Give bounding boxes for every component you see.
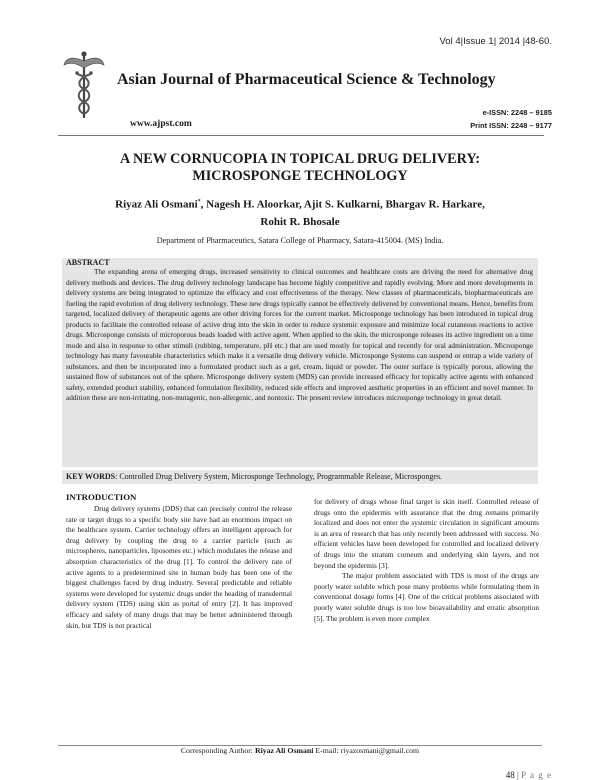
page-num: 48 bbox=[505, 770, 515, 780]
corresponding-name: Riyaz Ali Osmani bbox=[254, 746, 314, 755]
page-number bbox=[506, 770, 552, 780]
abstract-text: The expanding arena of emerging drugs, increased sensitivity to clinical outcomes and healthcare costs are driving the need for alternative drug delivery methods and devices. The drug delivery technology landscape has become highly competitive and rapidly evolving. More and more developments in delivery systems are being integrated to optimize the efficacy and cost effectiveness of the therapy. New classes of pharmaceuticals, biopharmaceuticals are fueling the rapid evolution of drug delivery technology. These new drugs typically cannot be effectively delivered by conventional means. Hence, benefits from targeted, localized delivery of therapeutic agents are other driving forces for the current market. Microsponge technology has been introduced in topical drug products to facilitate the controlled release of active drug into the skin in order to reduce systemic exposure and minimize local cutaneous reactions to active drugs. Microsponge consists of microporous beads loaded with active agent. When applied to the skin, the microsponge releases its active ingredient on a time mode and also in response to other stimuli (rubbing, temperature, pH etc.) that are used mostly for topical and recently for oral administration. Microsponge technology has many favourable characteristics which make it a versatile drug delivery vehicle. Microsponge Systems can suspend or entrap a wide variety of substances, and then be incorporated into a formulated product such as a gel, cream, liquid or powder. The outer surface is typically porous, allowing the sustained flow of substances out of the sphere. Microsponge delivery system (MDS) can provide increased efficacy for topically active agents with enhanced safety, extended product stability, enhanced formulation flexibility, reduced side effects and improved aesthetic properties in an efficient and novel manner. In addition these are non-irritating, non-mutagenic, non-allergenic, and nontoxic. The present review introduces microsponge technology in great detail. bbox=[66, 267, 533, 402]
header-divider bbox=[58, 135, 544, 136]
keywords bbox=[66, 472, 536, 481]
title-line-1: A NEW CORNUCOPIA IN TOPICAL DRUG DELIVERY: bbox=[119, 151, 481, 167]
corresponding-email: E-mail: riyazosmani@gmail.com bbox=[313, 746, 420, 755]
introduction-heading: INTRODUCTION bbox=[66, 492, 137, 502]
article-title bbox=[40, 151, 560, 185]
column-2-paragraph-2: The major problem associated with TDS is most of the drugs are poorly water soluble which pose many problems while formulating them in conventional dosage forms [4]. One of the critical problems associated with poorly water soluble drugs is too low bioavailability and erratic absorption [5]. The problem is even more complex bbox=[314, 571, 539, 623]
introduction-column-2 bbox=[314, 497, 539, 624]
corresponding-author-note bbox=[0, 746, 600, 755]
keywords-text: : Controlled Drug Delivery System, Microsponge Technology, Programmable Release, Microsponges. bbox=[115, 472, 443, 481]
abstract-heading: ABSTRACT bbox=[66, 258, 110, 267]
e-issn: e-ISSN: 2248 – 9185 bbox=[482, 108, 552, 117]
caduceus-logo-icon bbox=[62, 50, 106, 120]
print-issn: Print ISSN: 2248 – 9177 bbox=[470, 121, 552, 130]
title-line-2: MICROSPONGE TECHNOLOGY bbox=[192, 168, 408, 184]
authors-line-2: Rohit R. Bhosale bbox=[260, 215, 340, 228]
corresponding-label: Corresponding Author: bbox=[180, 746, 255, 755]
corresponding-mark: * bbox=[197, 199, 201, 205]
first-author: Riyaz Ali Osmani bbox=[115, 198, 198, 211]
column-2-paragraph-1: for delivery of drugs whose final target is skin itself. Controlled release of drugs onto the epidermis with assurance that the drug remains primarily localized and does not enter the systemic circulation in significant amounts is an area of research that has only recently been addressed with success. No efficient vehicles have been developed for controlled and localized delivery of drugs into the stratum corneum and underlying skin layers, and not beyond the epidermis [3]. bbox=[314, 497, 539, 570]
author-list bbox=[60, 194, 540, 231]
affiliation: Department of Pharmaceutics, Satara College of Pharmacy, Satara-415004. (MS) India. bbox=[156, 236, 444, 245]
introduction-column-1: Drug delivery systems (DDS) that can precisely control the release rate or target drugs to a specific body site have had an enormous impact on the healthcare system. Carrier technology offers an intelligent approach for drug delivery by coupling the drug to a carrier particle (such as microspheres, nanoparticles, liposomes etc.) which modulates the release and absorption characteristics of the drug [1]. To control the delivery rate of active agents to a predetermined site in human body has been one of the biggest challenges faced by drug industry. Several predictable and reliable systems were developed for systemic drugs under the heading of transdermal delivery system (TDS) using skin as portal of entry [2]. It has improved efficacy and safety of many drugs that may be better administered through skin, but TDS is not practical bbox=[66, 504, 292, 630]
page-word: P a g e bbox=[521, 770, 552, 780]
journal-name: Asian Journal of Pharmaceutical Science & Technology bbox=[117, 71, 496, 88]
co-authors: , Nagesh H. Aloorkar, Ajit S. Kulkarni, Bhargav R. Harkare, bbox=[200, 198, 485, 211]
journal-website-link[interactable]: www.ajpst.com bbox=[130, 119, 192, 129]
page-separator: | bbox=[517, 770, 519, 780]
volume-issue-info: Vol 4|Issue 1| 2014 |48-60. bbox=[439, 36, 552, 47]
keywords-label: KEY WORDS bbox=[66, 472, 116, 481]
